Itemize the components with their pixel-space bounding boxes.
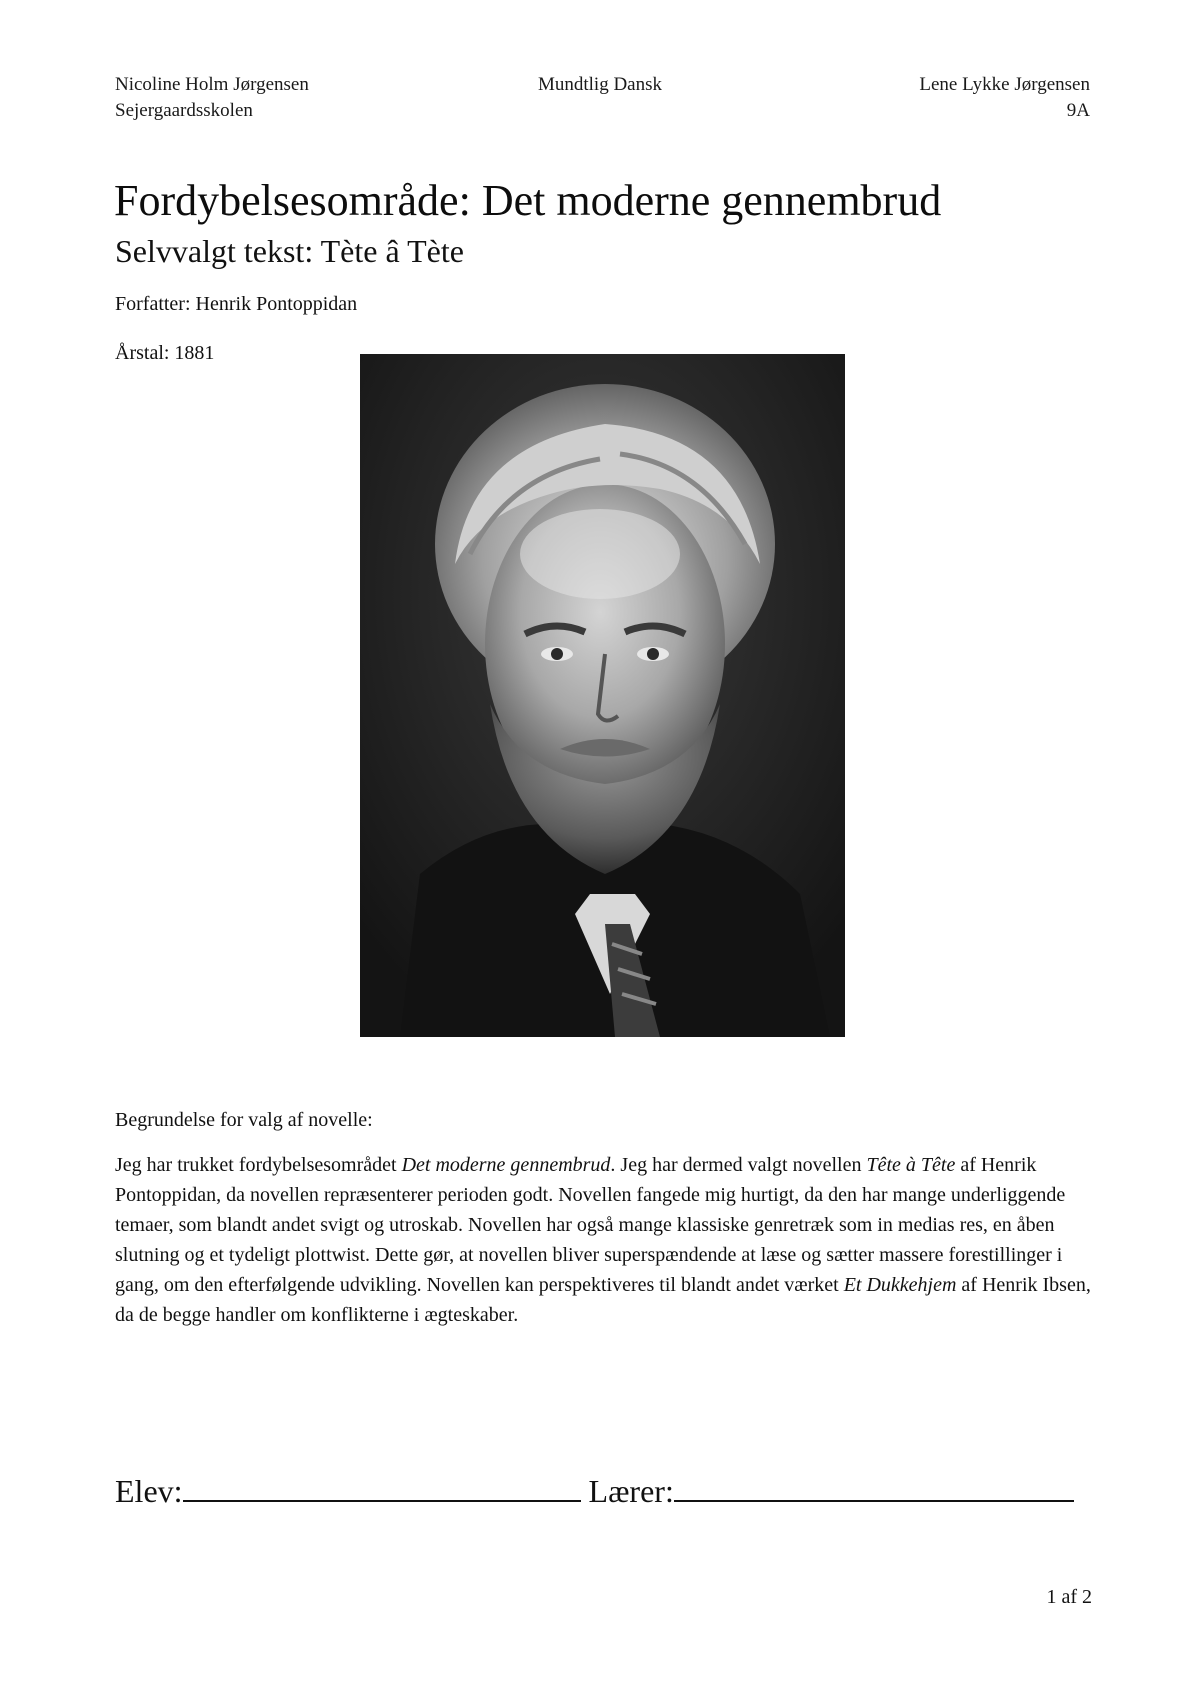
year-line: Årstal: 1881 — [115, 342, 215, 364]
signature-row — [115, 1470, 1095, 1511]
reason-text-4: af Henrik Ibsen, da de begge handler om konflikterne i ægteskaber. — [115, 1274, 1091, 1326]
teacher-signature-label: Lærer: — [588, 1473, 674, 1509]
reason-text-3: af Henrik Pontoppidan, da novellen repræsenterer perioden godt. Novellen fangede mig hurtigt, da den har mange underliggende temaer, som blandt andet svigt og utroskab. Novellen har også mange klassiske genretræk som in medias res, en åben slutning og et tydeligt plottwist. Dette gør, at novellen bliver superspændende at læse og sætter massere forestillinger i gang, om den efterfølgende udvikling. Novellen kan perspektiveres til blandt andet værket — [115, 1154, 1066, 1296]
portrait-photo — [360, 354, 845, 1037]
header-subject: Mundtlig Dansk — [537, 74, 663, 95]
page-number: 1 af 2 — [1046, 1586, 1092, 1608]
document-title: Fordybelsesområde: Det moderne gennembrud — [114, 176, 942, 225]
reason-heading: Begrundelse for valg af novelle: — [115, 1109, 373, 1131]
header-teacher-name: Lene Lykke Jørgensen — [919, 74, 1090, 95]
reason-text-2: . Jeg har dermed valgt novellen — [610, 1154, 867, 1176]
student-signature-field[interactable] — [183, 1470, 581, 1502]
header-class: 9A — [1066, 100, 1090, 121]
teacher-signature-field[interactable] — [674, 1470, 1074, 1502]
student-signature-label: Elev: — [115, 1473, 183, 1509]
reason-period-title: Det moderne gennembrud — [401, 1154, 611, 1176]
author-line: Forfatter: Henrik Pontoppidan — [115, 293, 358, 315]
header-student-name: Nicoline Holm Jørgensen — [115, 74, 309, 95]
header-school: Sejergaardsskolen — [115, 100, 253, 121]
reason-novel-title: Tête à Tête — [866, 1154, 956, 1176]
document-subtitle: Selvvalgt tekst: Tète â Tète — [115, 233, 464, 269]
reason-text-1: Jeg har trukket fordybelsesområdet — [115, 1154, 402, 1176]
reason-work-title: Et Dukkehjem — [843, 1274, 957, 1296]
reason-paragraph — [115, 1150, 1095, 1330]
